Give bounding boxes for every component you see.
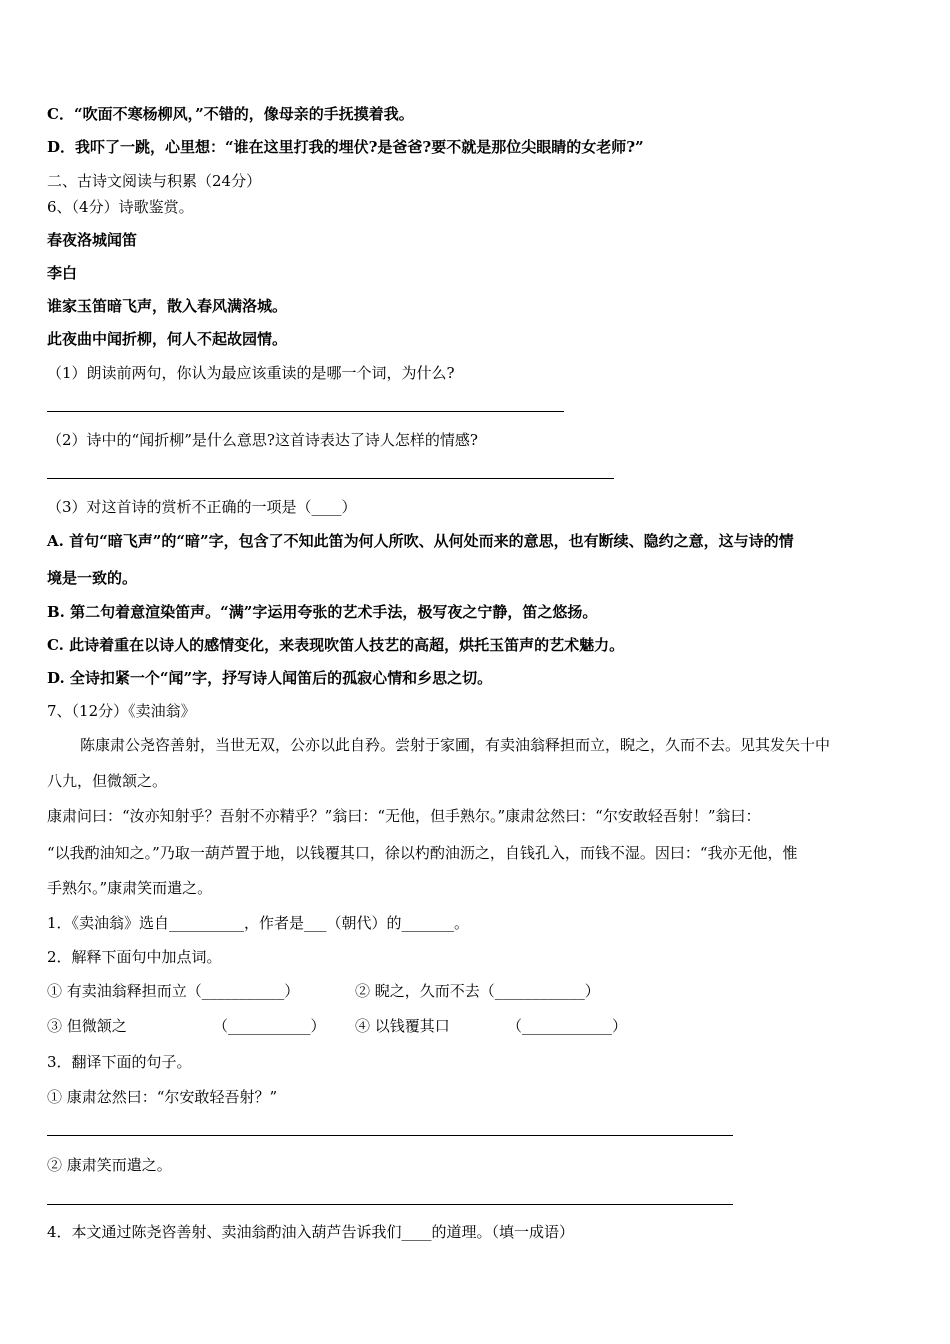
poem-line-2: 此夜曲中闻折柳，何人不起故园情。: [47, 330, 288, 348]
passage-line-2: 八九，但微颔之。: [47, 772, 168, 790]
option-d: D．我吓了一跳，心里想：“谁在这里打我的埋伏?是爸爸?要不就是那位尖眼睛的女老师?”: [47, 138, 644, 156]
answer-line-1: [47, 411, 564, 412]
word-item-2: ② 睨之，久而不去（____________）: [355, 982, 600, 1000]
passage-line-3: 康肃问曰：“汝亦知射乎？吾射不亦精乎？”翁曰：“无他，但手熟尔。”康肃忿然曰：“尔安敢轻吾射！”翁曰：: [47, 807, 761, 825]
passage-line-5: 手熟尔。”康肃笑而遣之。: [47, 879, 213, 897]
q6-option-b: B. 第二句着意渲染笛声。“满”字运用夸张的艺术手法，极写夜之宁静，笛之悠扬。: [47, 603, 598, 621]
word-item-3-blank: （___________）: [213, 1017, 326, 1035]
q6-sub-3: （3）对这首诗的赏析不正确的一项是（____）: [47, 498, 357, 516]
q7-sub-3: 3．翻译下面的句子。: [47, 1053, 192, 1071]
word-item-1: ① 有卖油翁释担而立（___________）: [47, 982, 300, 1000]
q7-sub-2: 2．解释下面句中加点词。: [47, 948, 222, 966]
answer-line-4: [47, 1204, 733, 1205]
q6-option-d: D. 全诗扣紧一个“闻”字，抒写诗人闻笛后的孤寂心情和乡思之切。: [47, 669, 493, 687]
passage-line-4: “以我酌油知之。”乃取一葫芦置于地，以钱覆其口，徐以杓酌油沥之，自钱孔入，而钱不湿。因曰：“我亦无他，惟: [47, 844, 798, 862]
translate-item-1: ① 康肃忿然曰：“尔安敢轻吾射？”: [47, 1088, 278, 1106]
question-6-header: 6、（4分）诗歌鉴赏。: [47, 198, 194, 216]
word-item-3: ③ 但微颔之: [47, 1017, 127, 1035]
answer-line-3: [47, 1135, 733, 1136]
q7-sub-1: 1．《卖油翁》选自__________，作者是___（朝代）的_______。: [47, 914, 470, 932]
passage-line-1: 陈康肃公尧咨善射，当世无双，公亦以此自矜。尝射于家圃，有卖油翁释担而立，睨之，久而不去。见其发矢十中: [80, 736, 831, 754]
q6-sub-1: （1）朗读前两句，你认为最应该重读的是哪一个词，为什么?: [47, 364, 455, 382]
poem-title: 春夜洛城闻笛: [47, 231, 138, 249]
option-c: C．“吹面不寒杨柳风，”不错的，像母亲的手抚摸着我。: [47, 105, 414, 123]
question-7-header: 7、（12分）《卖油翁》: [47, 702, 196, 720]
q6-sub-2: （2）诗中的“闻折柳”是什么意思?这首诗表达了诗人怎样的情感?: [47, 431, 478, 449]
poem-line-1: 谁家玉笛暗飞声，散入春风满洛城。: [47, 297, 288, 315]
q7-sub-4: 4．本文通过陈尧咨善射、卖油翁酌油入葫芦告诉我们____的道理。（填一成语）: [47, 1223, 575, 1241]
word-item-4: ④ 以钱覆其口: [355, 1017, 450, 1035]
q6-option-a-line-2: 境是一致的。: [47, 569, 138, 587]
poem-author: 李白: [47, 264, 78, 282]
q6-option-c: C. 此诗着重在以诗人的感情变化，来表现吹笛人技艺的高超，烘托玉笛声的艺术魅力。: [47, 636, 625, 654]
section-heading: 二、古诗文阅读与积累（24分）: [47, 172, 262, 190]
answer-line-2: [47, 478, 614, 479]
word-item-4-blank: （____________）: [507, 1017, 628, 1035]
q6-option-a-line-1: A. 首句“暗飞声”的“暗”字，包含了不知此笛为何人所吹、从何处而来的意思，也有断续、隐约之意，这与诗的情: [47, 532, 794, 550]
translate-item-2: ② 康肃笑而遣之。: [47, 1156, 172, 1174]
